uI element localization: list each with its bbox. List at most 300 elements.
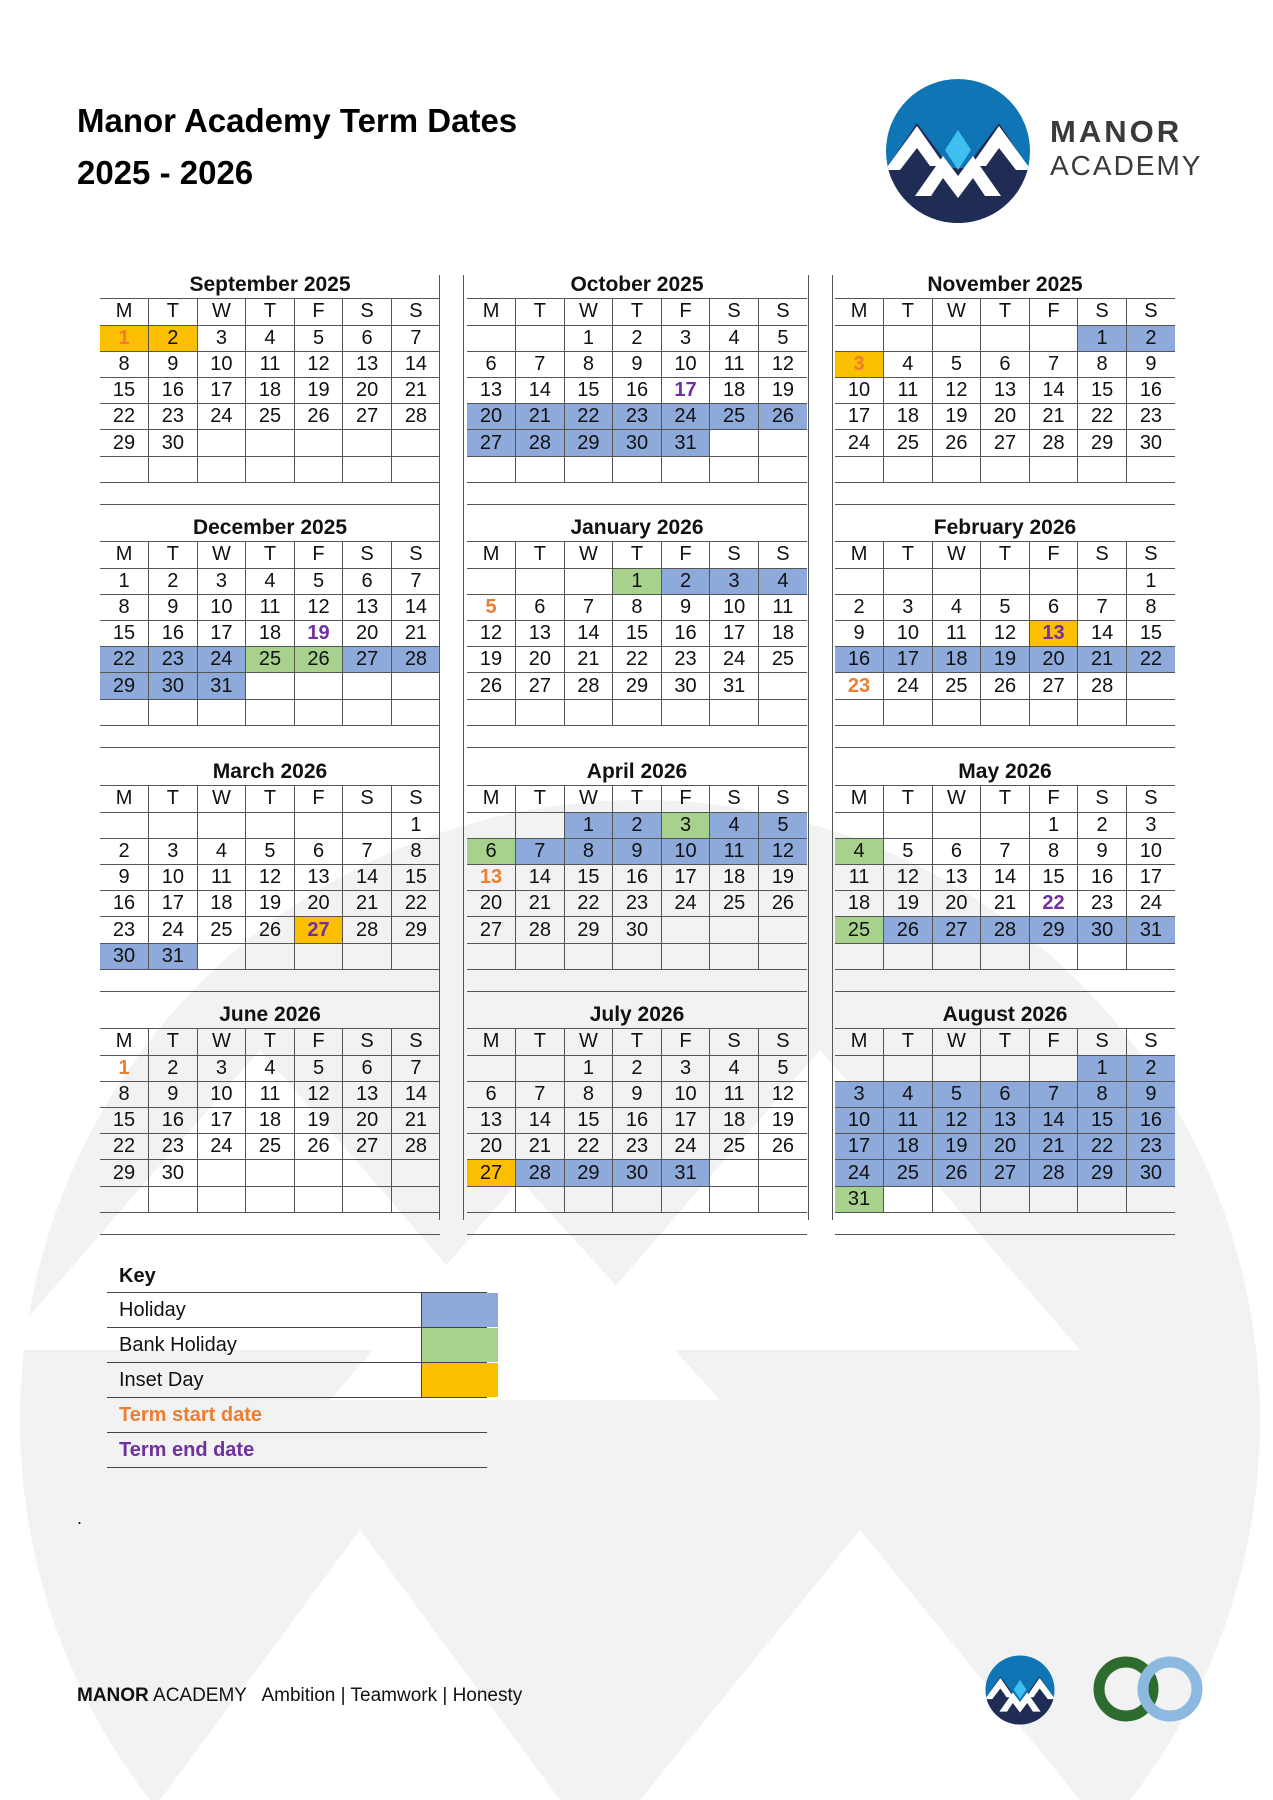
day-cell	[343, 943, 392, 969]
day-cell: 25	[884, 1160, 933, 1186]
week-row	[100, 943, 440, 969]
week-row	[100, 568, 440, 594]
day-cell: 27	[981, 1160, 1030, 1186]
day-cell: 19	[294, 621, 343, 647]
day-cell: 22	[1029, 891, 1078, 917]
day-cell: 24	[835, 430, 884, 456]
day-cell: 23	[149, 404, 198, 430]
day-cell: 25	[884, 430, 933, 456]
day-cell: 21	[516, 891, 565, 917]
day-cell: 5	[884, 838, 933, 864]
weekday-header: M	[467, 542, 516, 568]
day-cell: 8	[564, 351, 613, 377]
day-cell: 8	[1078, 1081, 1127, 1107]
weekday-header: S	[1126, 542, 1175, 568]
spacer-cell	[100, 1212, 440, 1234]
weekday-header: T	[246, 542, 295, 568]
month-table	[835, 542, 1175, 748]
month-calendar	[467, 759, 807, 992]
day-cell	[246, 943, 295, 969]
day-cell: 4	[710, 1055, 759, 1081]
day-cell: 6	[467, 351, 516, 377]
day-cell: 19	[294, 1108, 343, 1134]
day-cell: 5	[246, 838, 295, 864]
day-cell: 12	[758, 351, 807, 377]
day-cell	[246, 1186, 295, 1212]
day-cell: 12	[758, 1081, 807, 1107]
day-cell: 15	[613, 621, 662, 647]
day-cell: 1	[613, 568, 662, 594]
day-cell: 21	[516, 404, 565, 430]
day-cell: 8	[100, 351, 149, 377]
weekday-header: S	[343, 299, 392, 325]
month-table	[100, 786, 440, 992]
day-cell	[1029, 943, 1078, 969]
day-cell: 29	[1029, 917, 1078, 943]
day-cell: 13	[467, 865, 516, 891]
spacer-cell	[100, 969, 440, 991]
weekday-header: S	[758, 1029, 807, 1055]
day-cell: 25	[710, 1134, 759, 1160]
day-cell: 4	[246, 568, 295, 594]
day-cell: 9	[613, 351, 662, 377]
day-cell: 13	[932, 865, 981, 891]
day-cell: 17	[661, 1108, 710, 1134]
month-calendar	[467, 272, 807, 505]
day-cell: 24	[661, 891, 710, 917]
day-cell: 1	[564, 325, 613, 351]
day-cell: 7	[391, 568, 440, 594]
key-label: Holiday	[119, 1299, 186, 1321]
day-cell: 3	[661, 325, 710, 351]
month-table	[467, 1029, 807, 1235]
day-cell	[100, 812, 149, 838]
weekday-header: T	[516, 542, 565, 568]
day-cell: 18	[246, 621, 295, 647]
day-cell	[758, 917, 807, 943]
key-row-term-end	[107, 1432, 487, 1468]
day-cell: 24	[661, 404, 710, 430]
key-label-term-start: Term start date	[119, 1404, 263, 1426]
key-title: Key	[119, 1265, 156, 1287]
day-cell	[516, 1055, 565, 1081]
day-cell	[516, 568, 565, 594]
day-cell: 27	[467, 1160, 516, 1186]
weekday-header: T	[613, 542, 662, 568]
day-cell	[564, 1186, 613, 1212]
week-row	[835, 325, 1175, 351]
week-row	[467, 838, 807, 864]
day-cell: 6	[1029, 594, 1078, 620]
week-row	[467, 1134, 807, 1160]
spacer-row	[835, 1212, 1175, 1234]
day-cell: 8	[1029, 838, 1078, 864]
week-row	[467, 378, 807, 404]
month-title: June 2026	[100, 1002, 440, 1029]
day-cell: 3	[197, 1055, 246, 1081]
day-cell: 24	[884, 673, 933, 699]
spacer-cell	[835, 725, 1175, 747]
spacer-row	[467, 482, 807, 504]
day-cell: 16	[1078, 865, 1127, 891]
month-calendar	[835, 272, 1175, 505]
day-cell	[758, 699, 807, 725]
weekday-header: M	[835, 299, 884, 325]
month-title: December 2025	[100, 515, 440, 542]
week-row	[100, 865, 440, 891]
day-cell	[661, 943, 710, 969]
day-cell: 21	[1029, 1134, 1078, 1160]
week-row	[467, 621, 807, 647]
weekday-header: S	[391, 1029, 440, 1055]
week-row	[835, 1055, 1175, 1081]
day-cell: 31	[149, 943, 198, 969]
day-cell: 30	[661, 673, 710, 699]
day-cell	[467, 456, 516, 482]
day-cell: 20	[467, 404, 516, 430]
day-cell: 7	[391, 325, 440, 351]
weekday-header-row	[835, 1029, 1175, 1055]
day-cell: 1	[1126, 568, 1175, 594]
day-cell: 26	[758, 891, 807, 917]
weekday-header: W	[932, 1029, 981, 1055]
day-cell: 11	[710, 838, 759, 864]
key-label-term-end: Term end date	[119, 1439, 255, 1461]
weekday-header: S	[391, 786, 440, 812]
day-cell: 18	[246, 378, 295, 404]
day-cell: 3	[835, 351, 884, 377]
key-row-holiday	[107, 1292, 487, 1327]
stray-mark: .	[77, 1508, 83, 1528]
day-cell	[758, 456, 807, 482]
week-row	[100, 1055, 440, 1081]
day-cell: 14	[564, 621, 613, 647]
week-row	[835, 351, 1175, 377]
weekday-header: T	[246, 299, 295, 325]
week-row	[835, 621, 1175, 647]
day-cell: 4	[884, 351, 933, 377]
day-cell	[294, 812, 343, 838]
day-cell: 22	[564, 404, 613, 430]
weekday-header: M	[467, 1029, 516, 1055]
day-cell: 3	[197, 325, 246, 351]
weekday-header: W	[932, 299, 981, 325]
day-cell	[884, 568, 933, 594]
day-cell	[343, 673, 392, 699]
footer-values: Ambition | Teamwork | Honesty	[261, 1685, 523, 1706]
day-cell: 20	[516, 647, 565, 673]
day-cell: 23	[1126, 404, 1175, 430]
day-cell: 30	[613, 1160, 662, 1186]
day-cell	[884, 943, 933, 969]
weekday-header-row	[467, 1029, 807, 1055]
weekday-header: T	[516, 1029, 565, 1055]
day-cell: 6	[343, 568, 392, 594]
day-cell: 21	[343, 891, 392, 917]
week-row	[835, 673, 1175, 699]
day-cell: 13	[467, 378, 516, 404]
day-cell: 23	[100, 917, 149, 943]
month-table	[100, 542, 440, 748]
spacer-cell	[835, 969, 1175, 991]
day-cell: 3	[661, 812, 710, 838]
day-cell: 24	[710, 647, 759, 673]
day-cell: 14	[391, 594, 440, 620]
day-cell: 16	[1126, 1108, 1175, 1134]
weekday-header: S	[1078, 786, 1127, 812]
weekday-header-row	[835, 542, 1175, 568]
day-cell: 11	[246, 594, 295, 620]
day-cell: 14	[516, 1108, 565, 1134]
week-row	[467, 865, 807, 891]
week-row	[100, 378, 440, 404]
day-cell	[835, 812, 884, 838]
day-cell: 7	[516, 351, 565, 377]
day-cell	[710, 1160, 759, 1186]
spacer-row	[467, 1212, 807, 1234]
day-cell: 16	[149, 1108, 198, 1134]
weekday-header: W	[564, 1029, 613, 1055]
day-cell: 19	[758, 865, 807, 891]
day-cell: 10	[661, 351, 710, 377]
day-cell: 5	[294, 1055, 343, 1081]
day-cell	[149, 1186, 198, 1212]
day-cell: 9	[613, 838, 662, 864]
day-cell	[197, 699, 246, 725]
week-row	[467, 647, 807, 673]
day-cell	[932, 699, 981, 725]
weekday-header: T	[884, 299, 933, 325]
day-cell: 15	[100, 1108, 149, 1134]
day-cell: 26	[467, 673, 516, 699]
month-table	[467, 542, 807, 748]
day-cell	[613, 456, 662, 482]
day-cell: 16	[613, 378, 662, 404]
day-cell: 25	[246, 647, 295, 673]
day-cell: 5	[758, 812, 807, 838]
month-table	[835, 1029, 1175, 1235]
day-cell: 26	[884, 917, 933, 943]
legend-key	[107, 1260, 487, 1468]
weekday-header: M	[467, 299, 516, 325]
spacer-row	[100, 969, 440, 991]
month-calendar	[467, 1002, 807, 1235]
day-cell: 20	[467, 891, 516, 917]
day-cell: 17	[197, 621, 246, 647]
weekday-header: W	[564, 542, 613, 568]
day-cell: 2	[1078, 812, 1127, 838]
week-row	[100, 594, 440, 620]
week-row	[467, 699, 807, 725]
weekday-header: M	[100, 542, 149, 568]
week-row	[467, 943, 807, 969]
week-row	[835, 838, 1175, 864]
day-cell: 1	[1078, 1055, 1127, 1081]
day-cell: 26	[294, 1134, 343, 1160]
weekday-header: T	[981, 786, 1030, 812]
weekday-header-row	[467, 299, 807, 325]
day-cell: 5	[467, 594, 516, 620]
day-cell: 31	[661, 1160, 710, 1186]
partner-rings-icon	[1088, 1655, 1208, 1723]
day-cell	[835, 325, 884, 351]
day-cell: 7	[516, 1081, 565, 1107]
day-cell: 29	[391, 917, 440, 943]
day-cell: 23	[613, 1134, 662, 1160]
day-cell: 12	[758, 838, 807, 864]
day-cell	[246, 699, 295, 725]
day-cell	[758, 430, 807, 456]
weekday-header: T	[613, 1029, 662, 1055]
weekday-header: T	[149, 1029, 198, 1055]
day-cell	[467, 325, 516, 351]
day-cell: 8	[100, 594, 149, 620]
day-cell	[981, 699, 1030, 725]
day-cell	[1029, 699, 1078, 725]
weekday-header: M	[835, 542, 884, 568]
day-cell	[564, 943, 613, 969]
weekday-header: W	[197, 542, 246, 568]
day-cell: 30	[613, 430, 662, 456]
day-cell	[710, 1186, 759, 1212]
day-cell: 16	[100, 891, 149, 917]
day-cell: 4	[246, 1055, 295, 1081]
day-cell: 25	[246, 404, 295, 430]
weekday-header: T	[149, 542, 198, 568]
weekday-header: S	[710, 786, 759, 812]
day-cell	[884, 699, 933, 725]
weekday-header: S	[1078, 542, 1127, 568]
spacer-row	[467, 969, 807, 991]
day-cell	[343, 699, 392, 725]
day-cell: 29	[1078, 1160, 1127, 1186]
weekday-header: W	[197, 786, 246, 812]
day-cell: 18	[884, 404, 933, 430]
spacer-row	[100, 482, 440, 504]
week-row	[467, 325, 807, 351]
page-subtitle-year: 2025 - 2026	[77, 154, 254, 191]
day-cell: 27	[343, 1134, 392, 1160]
day-cell: 28	[391, 1134, 440, 1160]
day-cell	[246, 1160, 295, 1186]
day-cell: 9	[149, 1081, 198, 1107]
day-cell: 28	[1078, 673, 1127, 699]
day-cell	[884, 1186, 933, 1212]
day-cell: 29	[564, 430, 613, 456]
day-cell	[932, 1186, 981, 1212]
day-cell: 23	[613, 891, 662, 917]
day-cell: 25	[710, 891, 759, 917]
day-cell: 18	[710, 1108, 759, 1134]
day-cell: 23	[1126, 1134, 1175, 1160]
weekday-header: F	[1029, 299, 1078, 325]
weekday-header: S	[710, 542, 759, 568]
day-cell: 24	[149, 917, 198, 943]
month-table	[100, 299, 440, 505]
day-cell: 22	[391, 891, 440, 917]
day-cell: 10	[197, 351, 246, 377]
day-cell	[835, 699, 884, 725]
day-cell: 3	[1126, 812, 1175, 838]
day-cell: 19	[932, 404, 981, 430]
week-row	[835, 456, 1175, 482]
key-label: Bank Holiday	[119, 1334, 237, 1356]
week-row	[100, 891, 440, 917]
day-cell: 5	[932, 1081, 981, 1107]
day-cell: 28	[1029, 430, 1078, 456]
day-cell	[1029, 1186, 1078, 1212]
day-cell: 27	[343, 404, 392, 430]
day-cell	[710, 699, 759, 725]
day-cell	[932, 456, 981, 482]
day-cell	[516, 943, 565, 969]
spacer-row	[835, 969, 1175, 991]
day-cell: 6	[343, 325, 392, 351]
week-row	[835, 1160, 1175, 1186]
day-cell: 20	[343, 1108, 392, 1134]
day-cell: 14	[516, 378, 565, 404]
day-cell	[981, 1055, 1030, 1081]
day-cell: 19	[932, 1134, 981, 1160]
weekday-header-row	[467, 786, 807, 812]
day-cell: 13	[343, 351, 392, 377]
day-cell: 25	[246, 1134, 295, 1160]
day-cell: 16	[149, 621, 198, 647]
week-row	[100, 647, 440, 673]
day-cell: 5	[294, 568, 343, 594]
day-cell	[246, 673, 295, 699]
weekday-header: S	[758, 542, 807, 568]
day-cell: 11	[197, 865, 246, 891]
day-cell	[613, 1186, 662, 1212]
day-cell	[343, 812, 392, 838]
day-cell: 6	[294, 838, 343, 864]
day-cell: 2	[1126, 1055, 1175, 1081]
day-cell: 2	[661, 568, 710, 594]
day-cell: 18	[246, 1108, 295, 1134]
day-cell	[884, 325, 933, 351]
weekday-header: T	[981, 1029, 1030, 1055]
day-cell: 9	[661, 594, 710, 620]
day-cell: 20	[343, 621, 392, 647]
day-cell: 30	[149, 1160, 198, 1186]
week-row	[835, 594, 1175, 620]
key-row-bank-holiday	[107, 1327, 487, 1362]
weekday-header: W	[932, 786, 981, 812]
spacer-row	[835, 482, 1175, 504]
month-calendar	[100, 1002, 440, 1235]
week-row	[835, 378, 1175, 404]
day-cell: 2	[149, 568, 198, 594]
day-cell: 18	[884, 1134, 933, 1160]
day-cell: 24	[197, 647, 246, 673]
day-cell: 13	[516, 621, 565, 647]
day-cell: 22	[1126, 647, 1175, 673]
week-row	[467, 812, 807, 838]
day-cell: 12	[467, 621, 516, 647]
manor-academy-logo	[885, 78, 1205, 228]
month-calendar	[100, 272, 440, 505]
day-cell	[661, 1186, 710, 1212]
day-cell: 4	[884, 1081, 933, 1107]
day-cell: 15	[1126, 621, 1175, 647]
day-cell: 31	[197, 673, 246, 699]
day-cell	[932, 943, 981, 969]
weekday-header: S	[1078, 299, 1127, 325]
spacer-row	[835, 725, 1175, 747]
day-cell: 11	[758, 594, 807, 620]
month-title: May 2026	[835, 759, 1175, 786]
